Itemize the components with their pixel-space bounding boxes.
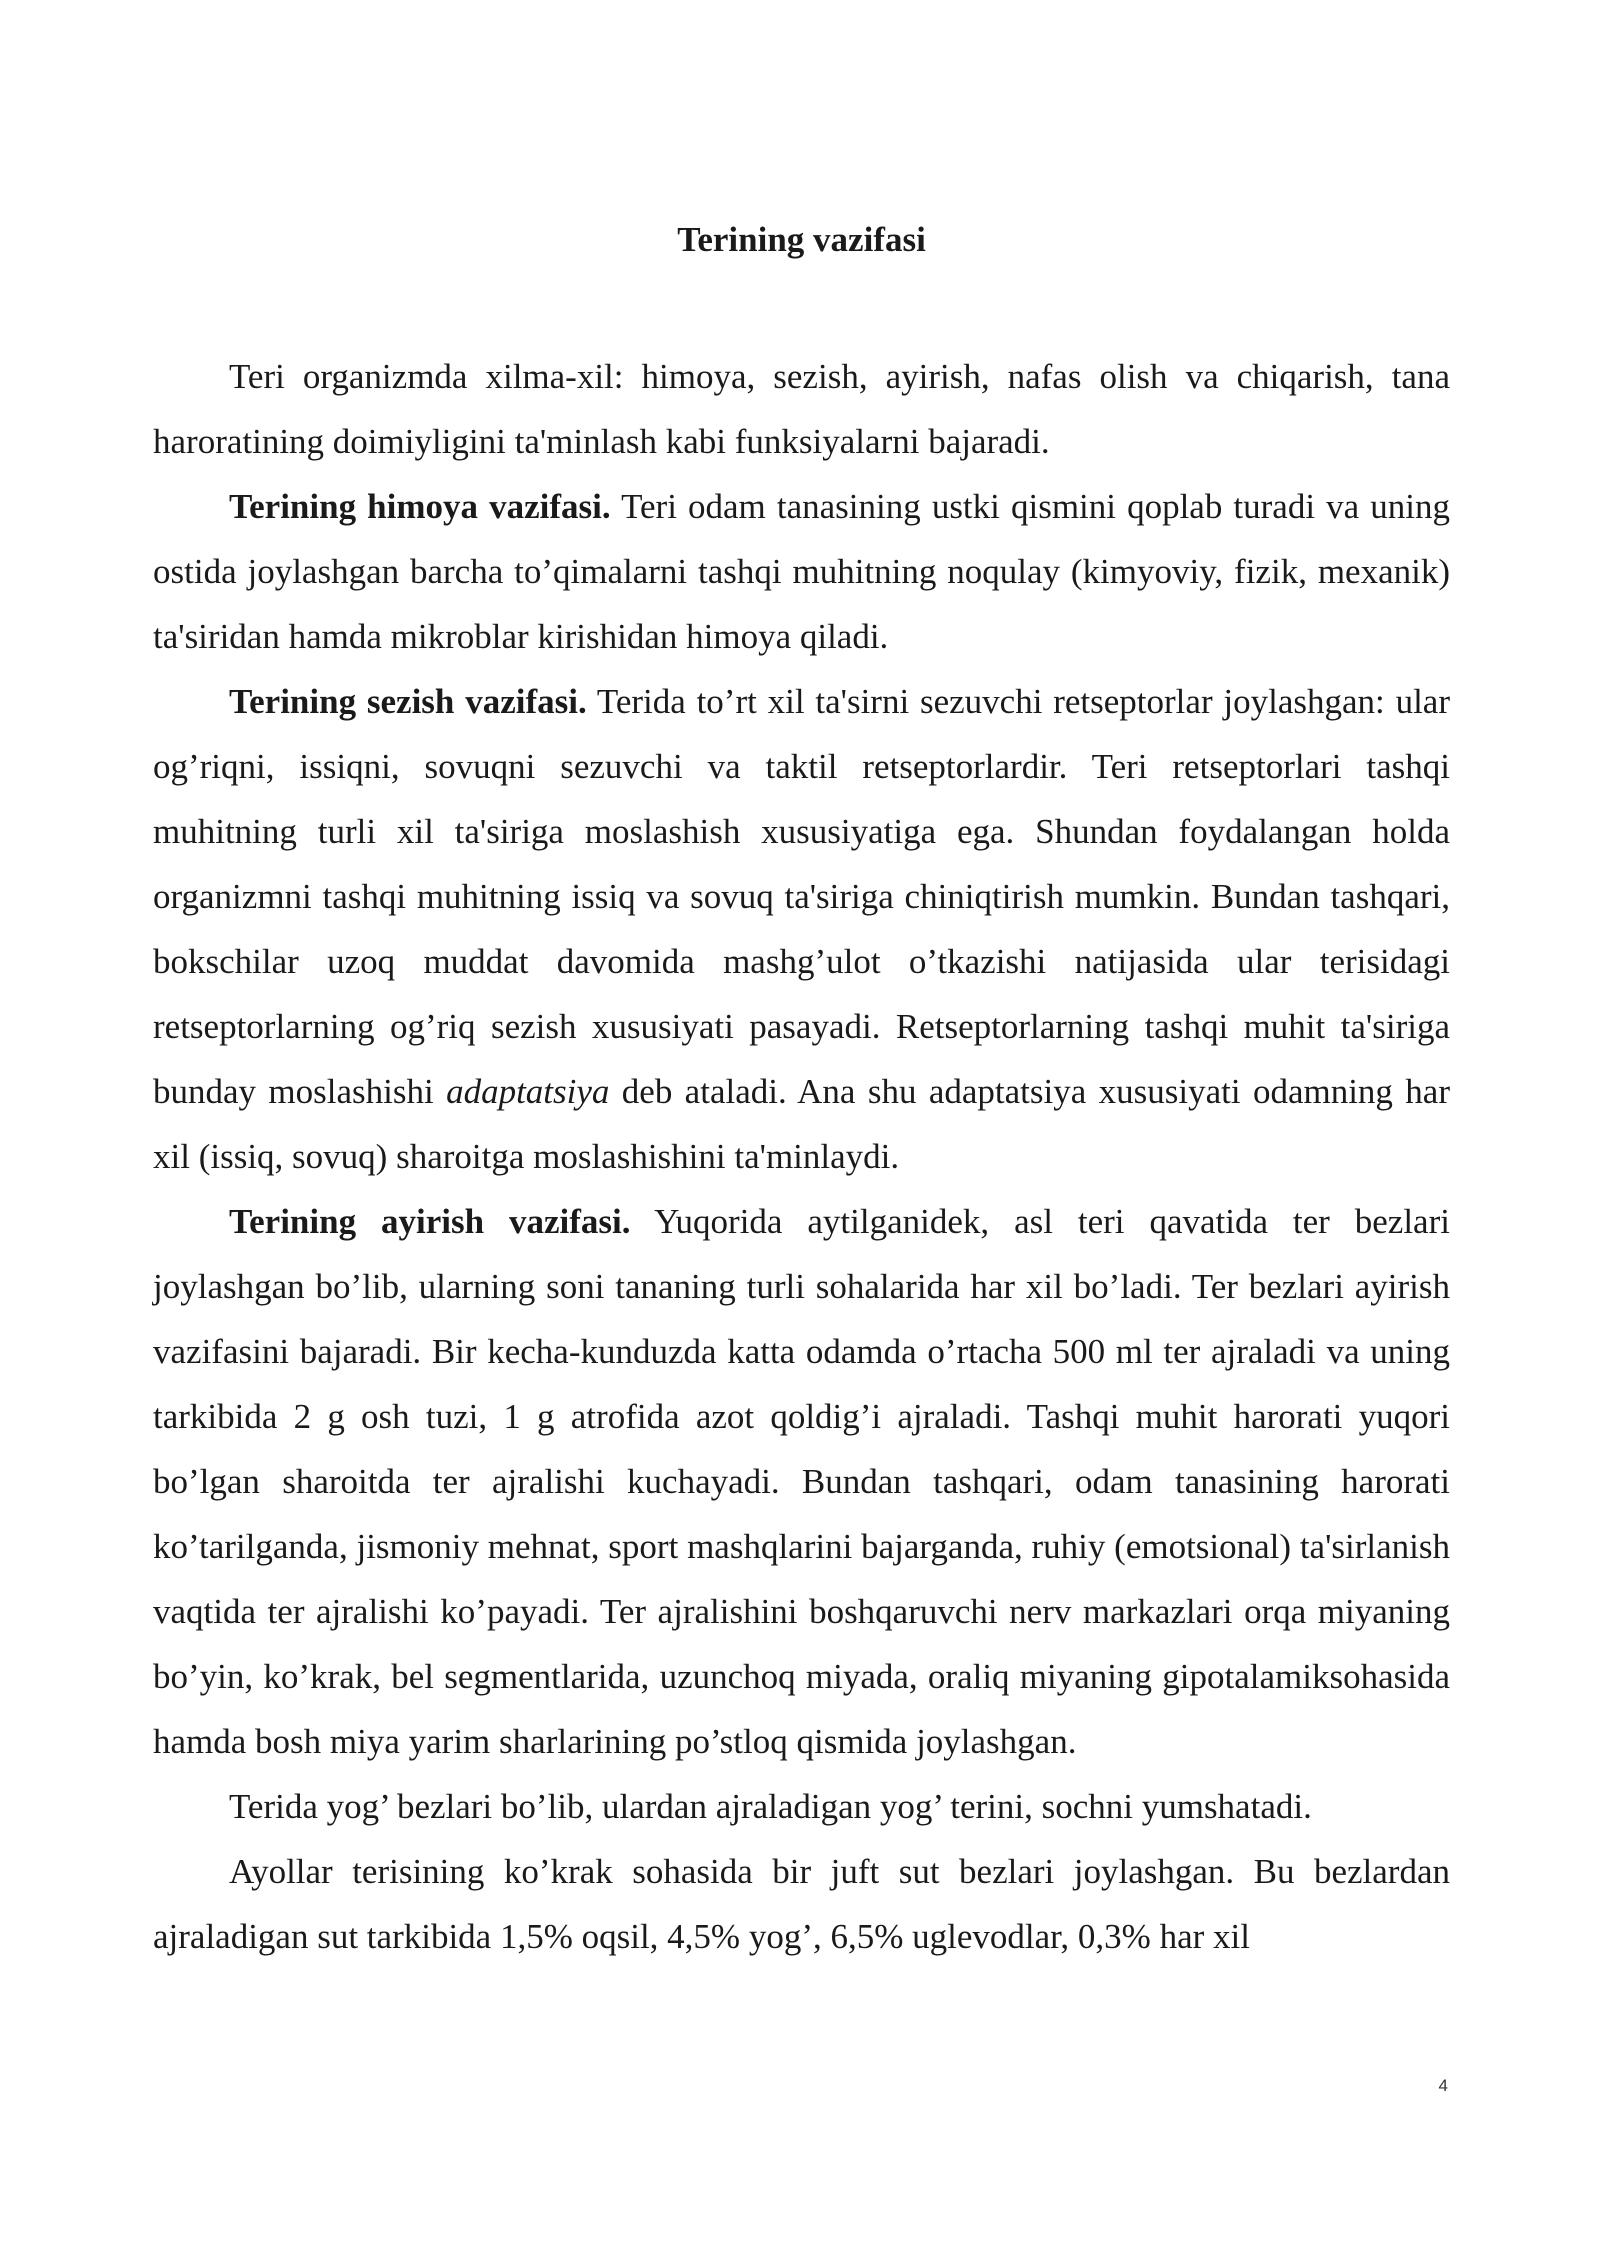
paragraph-text: deb ataladi. Ana shu adaptatsiya xususiyati odamning har xil (issiq, sovuq) sharoitga moslashishini ta'minlaydi. xyxy=(153,1072,1450,1176)
paragraph-protective-function xyxy=(153,474,1450,669)
paragraph-text: Teri odam tanasining ustki qismini qoplab turadi va uning ostida joylashgan barcha to’qimalarni tashqi muhitning noqulay (kimyoviy, fizik, mexanik) ta'siridan hamda mikroblar kirishidan himoya qiladi. xyxy=(153,487,1450,656)
paragraph-sebaceous-glands xyxy=(153,1774,1450,1839)
italic-term: adaptatsiya xyxy=(446,1072,610,1111)
paragraph-text: Yuqorida aytilganidek, asl teri qavatida ter bezlari joylashgan bo’lib, ularning soni tananing turli sohalarida har xil bo’ladi. Ter bezlari ayirish vazifasini bajaradi. Bir kecha-kunduzda katta odamda o’rtacha 500 ml ter ajraladi va uning tarkibida 2 g osh tuzi, 1 g atrofida azot qoldig’i ajraladi. Tashqi muhit harorati yuqori bo’lgan sharoitda ter ajralishi kuchayadi. Bundan tashqari, odam tanasining harorati ko’tarilganda, jismoniy mehnat, sport mashqlarini bajarganda, ruhiy (emotsional) ta'sirlanish vaqtida ter ajralishi ko’payadi. Ter ajralishini boshqaruvchi nerv markazlari orqa miyaning bo’yin, ko’krak, bel segmentlarida, uzunchoq miyada, oraliq miyaning gipotalamiksohasida hamda bosh miya yarim sharlarining po’stloq qismida joylashgan. xyxy=(153,1202,1450,1761)
paragraph-intro xyxy=(153,344,1450,474)
paragraph-sensory-function xyxy=(153,669,1450,1189)
paragraph-text: Terida yog’ bezlari bo’lib, ulardan ajraladigan yog’ terini, sochni yumshatadi. xyxy=(229,1787,1312,1826)
paragraph-lead: Terining himoya vazifasi. xyxy=(229,487,611,526)
paragraph-text: Terida to’rt xil ta'sirni sezuvchi retseptorlar joylashgan: ular og’riqni, issiqni, sovuqni sezuvchi va taktil retseptorlardir. Teri retseptorlari tashqi muhitning turli xil ta'siriga moslashish xususiyatiga ega. Shundan foydalangan holda organizmni tashqi muhitning issiq va sovuq ta'siriga chiniqtirish mumkin. Bundan tashqari, bokschilar uzoq muddat davomida mashg’ulot o’tkazishi natijasida ular terisidagi retseptorlarning og’riq sezish xususiyati pasayadi. Retseptorlarning tashqi muhit ta'siriga bunday moslashishi xyxy=(153,682,1450,1111)
document-body xyxy=(153,344,1450,1969)
paragraph-mammary-glands xyxy=(153,1839,1450,1969)
paragraph-lead: Terining ayirish vazifasi. xyxy=(229,1202,631,1241)
page-title: Terining vazifasi xyxy=(677,220,926,259)
paragraph-lead: Terining sezish vazifasi. xyxy=(229,682,587,721)
paragraph-text: Ayollar terisining ko’krak sohasida bir juft sut bezlari joylashgan. Bu bezlardan ajraladigan sut tarkibida 1,5% oqsil, 4,5% yog’, 6,5% uglevodlar, 0,3% har xil xyxy=(153,1852,1450,1956)
paragraph-excretory-function xyxy=(153,1189,1450,1774)
page-number: 4 xyxy=(1438,2076,1448,2095)
paragraph-text: Teri organizmda xilma-xil: himoya, sezish, ayirish, nafas olish va chiqarish, tana haroratining doimiyligini ta'minlash kabi funksiyalarni bajaradi. xyxy=(153,357,1450,461)
